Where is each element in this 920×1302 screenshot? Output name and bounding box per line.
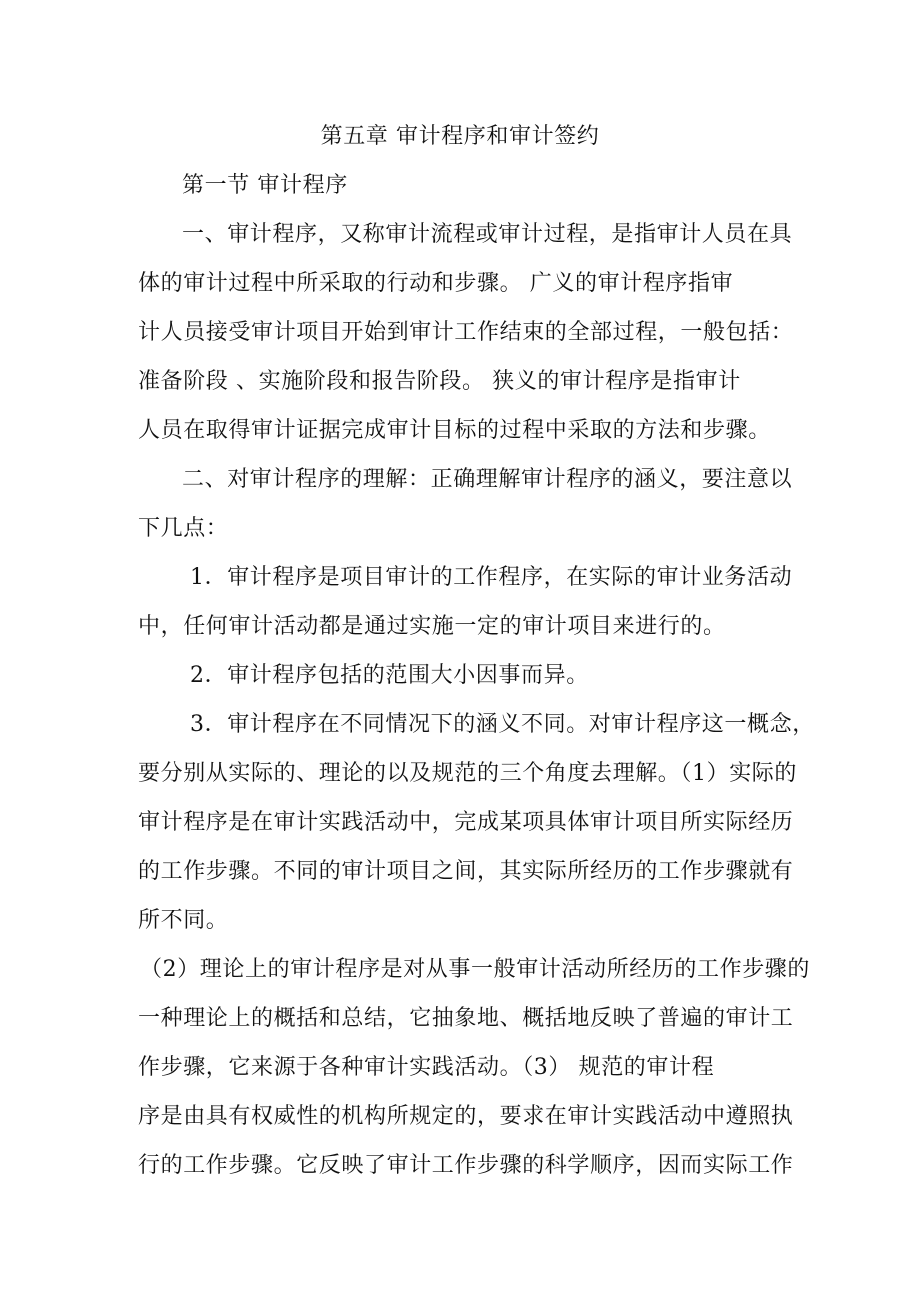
list-item-line: 1．审计程序是项目审计的工作程序，在实际的审计业务活动 — [190, 565, 793, 590]
paragraph-line: 人员在取得审计证据完成审计目标的过程中采取的方法和步骤。 — [138, 418, 771, 443]
paragraph-line: 要分别从实际的、理论的以及规范的三个角度去理解。（1）实际的 — [138, 761, 797, 786]
paragraph-line: 二、对审计程序的理解：正确理解审计程序的涵义，要注意以 — [182, 467, 793, 492]
chapter-title: 第五章 审计程序和审计签约 — [320, 124, 600, 149]
section-heading: 第一节 审计程序 — [182, 173, 348, 198]
list-item-line: 中，任何审计活动都是通过实施一定的审计项目来进行的。 — [138, 614, 726, 639]
paragraph-line: 审计程序是在审计实践活动中，完成某项具体审计项目所实际经历 — [138, 810, 794, 835]
paragraph-line: 计人员接受审计项目开始到审计工作结束的全部过程，一般包括： — [138, 320, 794, 345]
paragraph-line: 一种理论上的概括和总结，它抽象地、概括地反映了普遍的审计工 — [138, 1006, 794, 1031]
paragraph-line: （2）理论上的审计程序是对从事一般审计活动所经历的工作步骤的 — [140, 957, 810, 982]
paragraph-line: 所不同。 — [138, 908, 229, 933]
paragraph-line: 序是由具有权威性的机构所规定的，要求在审计实践活动中遵照执 — [138, 1104, 794, 1129]
paragraph-line: 行的工作步骤。它反映了审计工作步骤的科学顺序，因而实际工作 — [138, 1153, 794, 1178]
paragraph-line: 下几点： — [138, 516, 229, 541]
paragraph-line: 的工作步骤。不同的审计项目之间，其实际所经历的工作步骤就有 — [138, 859, 794, 884]
list-item-line: 2．审计程序包括的范围大小因事而异。 — [190, 663, 589, 688]
paragraph-line: 作步骤，它来源于各种审计实践活动。（3） 规范的审计程 — [138, 1055, 715, 1080]
list-item-line: 3．审计程序在不同情况下的涵义不同。对审计程序这一概念， — [190, 712, 815, 737]
paragraph-line: 一、审计程序，又称审计流程或审计过程，是指审计人员在具 — [182, 222, 793, 247]
paragraph-line: 体的审计过程中所采取的行动和步骤。 广义的审计程序指审 — [138, 271, 734, 296]
paragraph-line: 准备阶段 、实施阶段和报告阶段。 狭义的审计程序是指审计 — [138, 369, 741, 394]
